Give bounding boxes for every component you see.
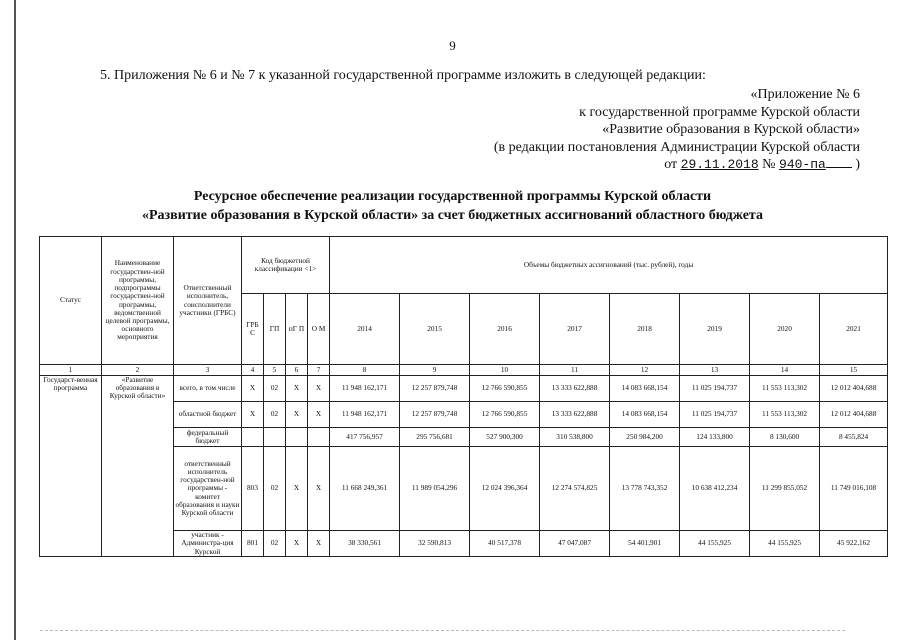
- resource-table: [39, 236, 888, 557]
- gp-cell: 02: [264, 376, 286, 402]
- column-number: 15: [820, 365, 888, 376]
- status-cell: Государст-венная программа: [40, 376, 102, 557]
- header-year: 2020: [750, 294, 820, 365]
- grbs-cell: 801: [242, 531, 264, 557]
- title-line-1: Ресурсное обеспечение реализации государственной программы Курской области: [193, 189, 712, 204]
- value-cell: 295 756,681: [400, 428, 470, 447]
- column-number-row: [40, 365, 888, 376]
- executor-cell: федеральный бюджет: [174, 428, 242, 447]
- decree-date: 29.11.2018: [680, 157, 759, 172]
- scan-artifact-line: [40, 630, 845, 631]
- column-number: 5: [264, 365, 286, 376]
- value-cell: 13 333 622,888: [540, 402, 610, 428]
- value-cell: 40 517,378: [470, 531, 540, 557]
- gp-cell: [264, 428, 286, 447]
- appendix-line-4: (в редакции постановления Администрации Курской области: [493, 139, 860, 155]
- header-year: 2019: [680, 294, 750, 365]
- value-cell: 11 749 016,108: [820, 447, 888, 531]
- value-cell: 11 948 162,171: [330, 376, 400, 402]
- executor-cell: всего, в том числе: [174, 376, 242, 402]
- gp-cell: 02: [264, 402, 286, 428]
- value-cell: 11 989 054,296: [400, 447, 470, 531]
- value-cell: 11 299 855,052: [750, 447, 820, 531]
- value-cell: 12 274 574,825: [540, 447, 610, 531]
- column-number: 6: [286, 365, 308, 376]
- value-cell: 12 257 879,748: [400, 402, 470, 428]
- value-cell: 44 155,925: [750, 531, 820, 557]
- value-cell: 12 024 396,364: [470, 447, 540, 531]
- value-cell: 11 025 194,737: [680, 402, 750, 428]
- value-cell: 44 155,925: [680, 531, 750, 557]
- gp-cell: 02: [264, 531, 286, 557]
- grbs-cell: Х: [242, 402, 264, 428]
- document-title: [0, 187, 905, 225]
- om-cell: Х: [308, 376, 330, 402]
- value-cell: 11 553 113,302: [750, 376, 820, 402]
- header-pgp: пГ П: [286, 294, 308, 365]
- executor-cell: ответственный исполнитель государствен-ной программы - комитет образования и науки Курской области: [174, 447, 242, 531]
- pgp-cell: [286, 428, 308, 447]
- value-cell: 417 756,957: [330, 428, 400, 447]
- column-number: 10: [470, 365, 540, 376]
- column-number: 14: [750, 365, 820, 376]
- om-cell: Х: [308, 531, 330, 557]
- value-cell: 11 668 249,361: [330, 447, 400, 531]
- appendix-line-1: «Приложение № 6: [750, 87, 860, 102]
- column-number: 2: [102, 365, 174, 376]
- gp-cell: 02: [264, 447, 286, 531]
- column-number: 8: [330, 365, 400, 376]
- header-status: Статус: [40, 237, 102, 365]
- date-prefix: от: [664, 157, 678, 172]
- value-cell: 8 455,824: [820, 428, 888, 447]
- value-cell: 12 012 404,688: [820, 376, 888, 402]
- page-edge-line: [14, 0, 16, 640]
- value-cell: 14 083 668,154: [610, 376, 680, 402]
- grbs-cell: 803: [242, 447, 264, 531]
- value-cell: 32 590,813: [400, 531, 470, 557]
- header-year: 2015: [400, 294, 470, 365]
- value-cell: 12 012 404,688: [820, 402, 888, 428]
- column-number: 9: [400, 365, 470, 376]
- column-number: 7: [308, 365, 330, 376]
- grbs-cell: Х: [242, 376, 264, 402]
- decree-number: 940-па: [779, 157, 826, 172]
- value-cell: 13 778 743,352: [610, 447, 680, 531]
- value-cell: 8 130,600: [750, 428, 820, 447]
- value-cell: 527 900,300: [470, 428, 540, 447]
- header-year: 2021: [820, 294, 888, 365]
- header-volumes: Объемы бюджетных ассигнований (тыс. рублей), годы: [330, 237, 888, 294]
- header-gp: ГП: [264, 294, 286, 365]
- column-number: 1: [40, 365, 102, 376]
- value-cell: 12 766 590,855: [470, 376, 540, 402]
- header-executor: Ответственный исполнитель, соисполнители участники (ГРБС): [174, 237, 242, 365]
- pgp-cell: Х: [286, 531, 308, 557]
- pgp-cell: Х: [286, 447, 308, 531]
- column-number: 4: [242, 365, 264, 376]
- value-cell: 124 133,800: [680, 428, 750, 447]
- value-cell: 47 047,087: [540, 531, 610, 557]
- column-number: 11: [540, 365, 610, 376]
- header-name: Наименование государствен-ной программы, подпрограммы государствен-ной программы, ведомственной целевой программы, основного мероприятия: [102, 237, 174, 365]
- value-cell: 11 553 113,302: [750, 402, 820, 428]
- executor-cell: участник - Администра-ция Курской: [174, 531, 242, 557]
- number-prefix: №: [762, 157, 776, 172]
- header-year: 2018: [610, 294, 680, 365]
- appendix-date-line: [440, 156, 860, 174]
- intro-paragraph: 5. Приложения № 6 и № 7 к указанной государственной программе изложить в следующей редакции:: [100, 68, 706, 83]
- appendix-line-2: к государственной программе Курской области: [579, 104, 860, 120]
- program-name-cell: «Развитие образования в Курской области»: [102, 376, 174, 557]
- appendix-line-3: «Развитие образования в Курской области»: [602, 122, 860, 137]
- column-number: 3: [174, 365, 242, 376]
- value-cell: 11 025 194,737: [680, 376, 750, 402]
- table-row: [40, 376, 888, 402]
- header-year: 2017: [540, 294, 610, 365]
- header-om: О М: [308, 294, 330, 365]
- om-cell: [308, 428, 330, 447]
- value-cell: 13 333 622,888: [540, 376, 610, 402]
- value-cell: 11 948 162,171: [330, 402, 400, 428]
- value-cell: 310 538,800: [540, 428, 610, 447]
- header-grbs: ГРБ С: [242, 294, 264, 365]
- column-number: 13: [680, 365, 750, 376]
- page-number: 9: [449, 38, 456, 53]
- value-cell: 45 922,162: [820, 531, 888, 557]
- value-cell: 250 984,200: [610, 428, 680, 447]
- grbs-cell: [242, 428, 264, 447]
- appendix-header: [440, 86, 860, 174]
- executor-cell: областной бюджет: [174, 402, 242, 428]
- title-line-2: «Развитие образования в Курской области» за счет бюджетных ассигнований областного бюджета: [142, 208, 763, 223]
- header-year: 2016: [470, 294, 540, 365]
- value-cell: 14 083 668,154: [610, 402, 680, 428]
- header-budget-code: Код бюджетной классификации <1>: [242, 237, 330, 294]
- value-cell: 54 401,901: [610, 531, 680, 557]
- value-cell: 38 330,561: [330, 531, 400, 557]
- pgp-cell: Х: [286, 376, 308, 402]
- pgp-cell: Х: [286, 402, 308, 428]
- om-cell: Х: [308, 447, 330, 531]
- value-cell: 10 638 412,234: [680, 447, 750, 531]
- value-cell: 12 257 879,748: [400, 376, 470, 402]
- om-cell: Х: [308, 402, 330, 428]
- column-number: 12: [610, 365, 680, 376]
- header-year: 2014: [330, 294, 400, 365]
- value-cell: 12 766 590,855: [470, 402, 540, 428]
- date-closing: ): [855, 157, 860, 172]
